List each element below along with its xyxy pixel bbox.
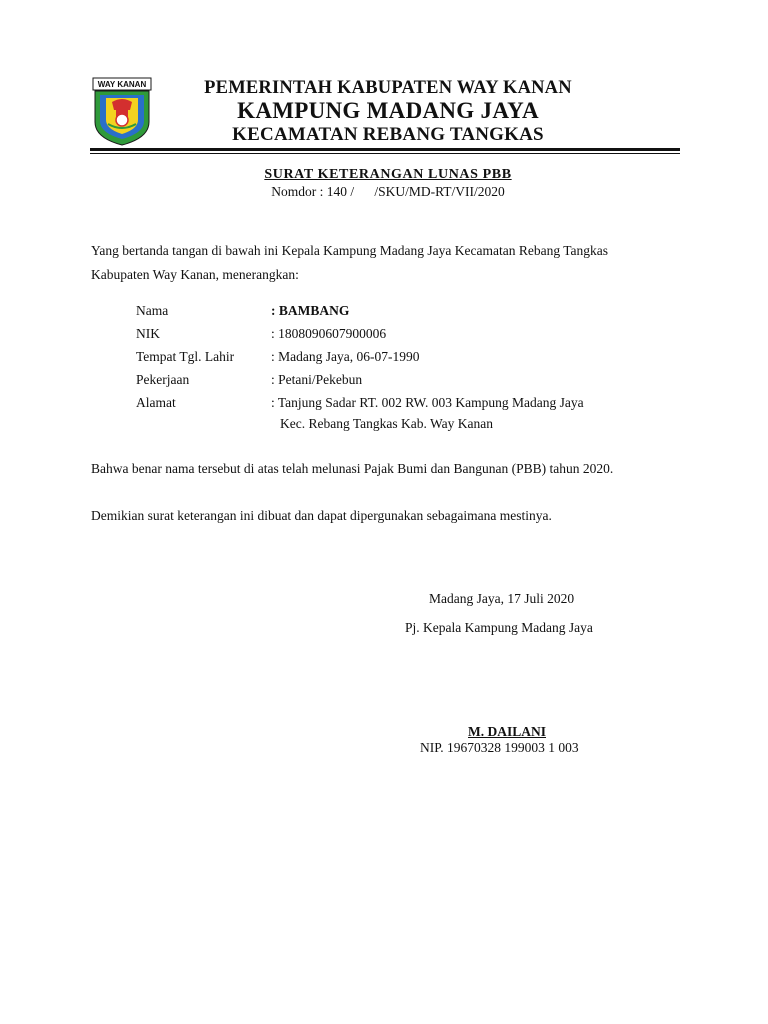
letter-title: SURAT KETERANGAN LUNAS PBB bbox=[264, 167, 512, 182]
intro-line-1: Yang bertanda tangan di bawah ini Kepala Kampung Madang Jaya Kecamatan Rebang Tangkas bbox=[91, 243, 609, 258]
signatory-position: Pj. Kepala Kampung Madang Jaya bbox=[405, 620, 593, 635]
value-nik: : 1808090607900006 bbox=[271, 326, 387, 341]
header-line-2: KAMPUNG MADANG JAYA bbox=[237, 98, 539, 123]
value-nama: : BAMBANG bbox=[271, 303, 350, 318]
letter-number: Nomdor : 140 / /SKU/MD-RT/VII/2020 bbox=[271, 184, 505, 199]
signatory-name: M. DAILANI bbox=[468, 724, 547, 739]
logo-text: WAY KANAN bbox=[97, 80, 147, 89]
header-line-3: KECAMATAN REBANG TANGKAS bbox=[232, 124, 544, 145]
regency-logo bbox=[90, 76, 154, 146]
intro-line-2: Kabupaten Way Kanan, menerangkan: bbox=[91, 267, 299, 282]
label-pekerjaan: Pekerjaan bbox=[136, 372, 190, 387]
label-alamat: Alamat bbox=[136, 395, 176, 410]
header-rule-thick bbox=[90, 148, 680, 151]
header-rule-thin bbox=[90, 153, 680, 154]
place-date: Madang Jaya, 17 Juli 2020 bbox=[429, 591, 575, 606]
header-line-1: PEMERINTAH KABUPATEN WAY KANAN bbox=[204, 78, 572, 98]
value-alamat-line-2: Kec. Rebang Tangkas Kab. Way Kanan bbox=[280, 416, 494, 431]
label-nik: NIK bbox=[136, 326, 160, 341]
closing: Demikian surat keterangan ini dibuat dan dapat dipergunakan sebagaimana mestinya. bbox=[91, 508, 552, 523]
value-pekerjaan: : Petani/Pekebun bbox=[271, 372, 363, 387]
signatory-nip: NIP. 19670328 199003 1 003 bbox=[420, 740, 579, 755]
value-alamat: : Tanjung Sadar RT. 002 RW. 003 Kampung Madang Jaya bbox=[271, 395, 584, 410]
label-nama: Nama bbox=[136, 303, 169, 318]
statement: Bahwa benar nama tersebut di atas telah melunasi Pajak Bumi dan Bangunan (PBB) tahun 2020. bbox=[91, 461, 614, 476]
value-ttl: : Madang Jaya, 06-07-1990 bbox=[271, 349, 420, 364]
label-ttl: Tempat Tgl. Lahir bbox=[136, 349, 235, 364]
